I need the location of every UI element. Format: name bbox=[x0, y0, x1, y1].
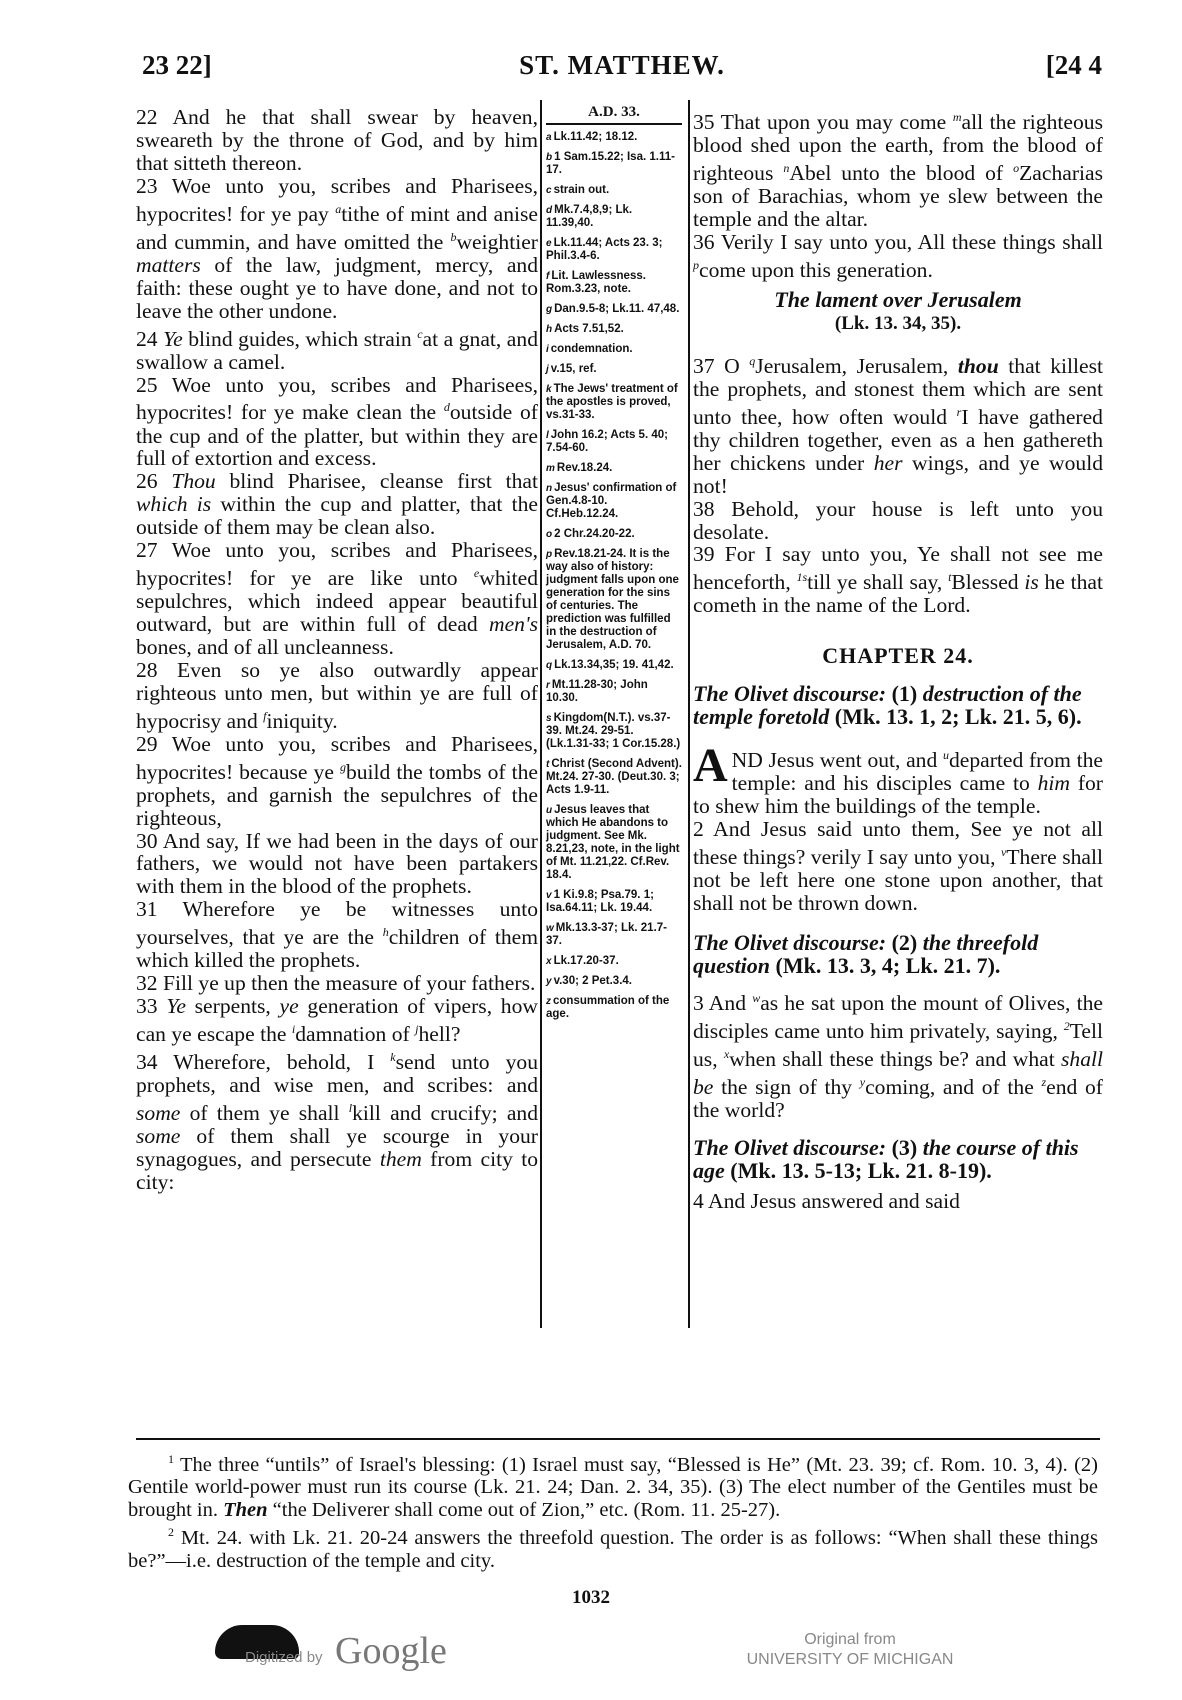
margin-ref-u: u Jesus leaves that which He abandons to judgment. See Mk. 8.21,23, note, in the light of Mt. 11.21,22. Cf.Rev. 18.4. bbox=[546, 804, 680, 881]
verse-24: 24 Ye blind guides, which strain $^c$at a gnat, and swallow a camel. bbox=[136, 326, 538, 374]
header-book-title: ST. MATTHEW. bbox=[519, 50, 725, 80]
verse-29: 29 Woe unto you, scribes and Pharisees, hypocrites! because ye $^g$build the tombs of the prophets, and garnish the sepulchres of the righteous, bbox=[136, 731, 538, 830]
verse-23: 23 Woe unto you, scribes and Pharisees, hypocrites! for ye pay $^a$tithe of mint and anise and cummin, and have omitted the $^b$weightier matters of the law, judgment, mercy, and faith: these ought ye to have done, and not to leave the other undone. bbox=[136, 173, 538, 323]
google-watermark bbox=[215, 1625, 475, 1675]
margin-references bbox=[546, 106, 682, 1028]
university-label: UNIVERSITY OF MICHIGAN bbox=[746, 1651, 954, 1668]
margin-ref-g: g Dan.9.5-8; Lk.11. 47,48. bbox=[546, 303, 680, 315]
chapter24-verse-1: AND Jesus went out, and $^u$departed from the temple: and his disciples came to him for to shew him the buildings of the temple. bbox=[693, 739, 1103, 819]
section-heading-olivet-2: The Olivet discourse: (2) the threefold question (Mk. 13. 3, 4; Lk. 21. 7). bbox=[693, 929, 1039, 978]
margin-ref-j: j v.15, ref. bbox=[546, 363, 597, 375]
verse-26: 26 Thou blind Pharisee, cleanse first that which is within the cup and platter, that the outside of them may be clean also. bbox=[136, 469, 538, 540]
google-logo: Google bbox=[335, 1630, 447, 1672]
verse-33: 33 Ye serpents, ye generation of vipers, how can ye escape the $^i$damnation of $^j$hell? bbox=[136, 994, 538, 1047]
drop-cap: A bbox=[693, 739, 728, 793]
margin-ref-q: q Lk.13.34,35; 19. 41,42. bbox=[546, 659, 674, 671]
header-left-ref: 23 22] bbox=[142, 50, 212, 80]
margin-ref-r: r Mt.11.28-30; John 10.30. bbox=[546, 679, 648, 704]
margin-ref-w: w Mk.13.3-37; Lk. 21.7-37. bbox=[546, 922, 668, 947]
verse-28: 28 Even so ye also outwardly appear righteous unto men, but within ye are full of hypocrisy and $^f$iniquity. bbox=[136, 657, 538, 733]
margin-ref-b: b 1 Sam.15.22; Isa. 1.11-17. bbox=[546, 151, 675, 176]
margin-ref-s: s Kingdom(N.T.). vs.37-39. Mt.24. 29-51. (Lk.1.31-33; 1 Cor.15.28.) bbox=[546, 712, 681, 750]
verse-38: 38 Behold, your house is left unto you desolate. bbox=[693, 496, 1103, 544]
original-from-label: Original from bbox=[804, 1631, 896, 1648]
header-right-ref: [24 4 bbox=[1045, 50, 1102, 80]
margin-ref-p: p Rev.18.21-24. It is the way also of history: judgment falls upon one generation for the sins of centuries. The prediction was fulfilled in the destruction of Jerusalem, A.D. 70. bbox=[546, 548, 679, 651]
verse-25: 25 Woe unto you, scribes and Pharisees, hypocrites! for ye make clean the $^d$outside of the cup and of the platter, but within they are full of extortion and excess. bbox=[136, 372, 538, 471]
chapter24-verse-4: 4 And Jesus answered and said bbox=[693, 1189, 960, 1214]
margin-ref-k: k The Jews' treatment of the apostles is proved, vs.31-33. bbox=[546, 383, 678, 421]
margin-ref-h: h Acts 7.51,52. bbox=[546, 323, 624, 335]
margin-ref-x: x Lk.17.20-37. bbox=[546, 955, 619, 967]
column-divider-left bbox=[540, 100, 542, 1328]
footnotes bbox=[128, 1448, 1098, 1572]
verse-32: 32 Fill ye up then the measure of your fathers. bbox=[136, 971, 536, 996]
margin-year: A.D. 33. bbox=[546, 106, 682, 125]
verse-30: 30 And say, If we had been in the days of our fathers, we would not have been partakers with them in the blood of the prophets. bbox=[136, 828, 538, 899]
margin-ref-e: e Lk.11.44; Acts 23. 3; Phil.3.4-6. bbox=[546, 237, 663, 262]
verse-37: 37 O $^q$Jerusalem, Jerusalem, thou that killest the prophets, and stonest them which are sent unto thee, how often would $^r$I have gathered thy children together, even as a hen gathereth her chickens under her wings, and ye would not! bbox=[693, 353, 1103, 498]
chapter-heading: CHAPTER 24. bbox=[822, 643, 974, 669]
margin-ref-c: c strain out. bbox=[546, 184, 610, 196]
verse-31: 31 Wherefore ye be witnesses unto yourselves, that ye are the $^h$children of them which killed the prophets. bbox=[136, 897, 538, 973]
margin-ref-l: l John 16.2; Acts 5. 40; 7.54-60. bbox=[546, 429, 668, 454]
section-heading-olivet-3: The Olivet discourse: (3) the course of this age (Mk. 13. 5-13; Lk. 21. 8-19). bbox=[693, 1135, 1079, 1184]
margin-ref-n: n Jesus' confirmation of Gen.4.8-10. Cf.Heb.12.24. bbox=[546, 482, 677, 520]
running-header bbox=[142, 50, 1102, 90]
chapter24-verse-2: 2 And Jesus said unto them, See ye not all these things? verily I say unto you, $^v$There shall not be left here one stone upon another, that shall not be thrown down. bbox=[693, 817, 1104, 916]
verse-27: 27 Woe unto you, scribes and Pharisees, hypocrites! for ye are like unto $^e$whited sepulchres, which indeed appear beautiful outward, but are within full of dead men's bones, and of all uncleanness. bbox=[136, 538, 538, 659]
margin-ref-i: i condemnation. bbox=[546, 343, 633, 355]
margin-ref-f: f Lit. Lawlessness. Rom.3.23, note. bbox=[546, 270, 646, 295]
left-text-column bbox=[136, 106, 538, 1194]
right-text-column bbox=[693, 106, 1103, 1213]
verse-39: 39 For I say unto you, Ye shall not see me henceforth, $^{1s}$till ye shall say, $^t$Blessed is he that cometh in the name of the Lord. bbox=[693, 542, 1103, 618]
footnote-separator bbox=[136, 1438, 1100, 1440]
footnote-2: $^2$ Mt. 24. with Lk. 21. 20-24 answers the threefold question. The order is as follows: “When shall these things be?”—i.e. destruction of the temple and city. bbox=[128, 1525, 1098, 1572]
margin-ref-o: o 2 Chr.24.20-22. bbox=[546, 528, 635, 540]
footnote-1: $^1$ The three “untils” of Israel's blessing: (1) Israel must say, “Blessed is He” (Mt. 23. 39; cf. Rom. 10. 3, 4). (2) Gentile world-power must run its course (Lk. 21. 24; Dan. 2. 34, 35). (3) The elect number of the Gentiles must be brought in. Then “the Deliverer shall come out of Zion,” etc. (Rom. 11. 25-27). bbox=[128, 1452, 1098, 1521]
verse-35: 35 That upon you may come $^m$all the righteous blood shed upon the earth, from the blood of righteous $^n$Abel unto the blood of $^o$Zacharias son of Barachias, whom ye slew between the temple and the altar. bbox=[693, 110, 1104, 231]
reference-list bbox=[546, 131, 682, 1021]
column-divider-right bbox=[688, 100, 690, 1328]
verse-34: 34 Wherefore, behold, I $^k$send unto you prophets, and wise men, and scribes: and some of them ye shall $^l$kill and crucify; and some of them shall ye scourge in your synagogues, and persecute them from city to city: bbox=[136, 1050, 538, 1194]
margin-ref-t: t Christ (Second Advent). Mt.24. 27-30. (Deut.30. 3; Acts 1.9-11. bbox=[546, 758, 682, 796]
margin-ref-y: y v.30; 2 Pet.3.4. bbox=[546, 975, 632, 987]
verse-22: 22 And he that shall swear by heaven, sweareth by the throne of God, and by him that sitteth thereon. bbox=[136, 105, 538, 175]
margin-ref-z: z consummation of the age. bbox=[546, 995, 670, 1020]
section-heading-lament: The lament over Jerusalem bbox=[774, 286, 1022, 312]
section-heading-olivet-1: The Olivet discourse: (1) destruction of the temple foretold (Mk. 13. 1, 2; Lk. 21. 5, 6). bbox=[693, 681, 1082, 730]
chapter24-verse-3: 3 And $^w$as he sat upon the mount of Olives, the disciples came unto him privately, saying, $^2$Tell us, $^x$when shall these things be? and what shall be the sign of thy $^y$coming, and of the $^z$end of the world? bbox=[693, 990, 1104, 1123]
verse-36: 36 Verily I say unto you, All these things shall $^p$come upon this generation. bbox=[693, 229, 1103, 282]
margin-ref-m: m Rev.18.24. bbox=[546, 462, 613, 474]
margin-ref-v: v 1 Ki.9.8; Psa.79. 1; Isa.64.11; Lk. 19.44. bbox=[546, 889, 654, 914]
margin-ref-a: a Lk.11.42; 18.12. bbox=[546, 131, 638, 143]
section-heading-lament-ref: (Lk. 13. 34, 35). bbox=[834, 312, 962, 334]
digitized-by-label: Digitized by bbox=[245, 1649, 323, 1666]
source-attribution bbox=[700, 1630, 1000, 1670]
page-number: 1032 bbox=[572, 1587, 610, 1608]
margin-ref-d: d Mk.7.4,8,9; Lk. 11.39,40. bbox=[546, 204, 633, 229]
